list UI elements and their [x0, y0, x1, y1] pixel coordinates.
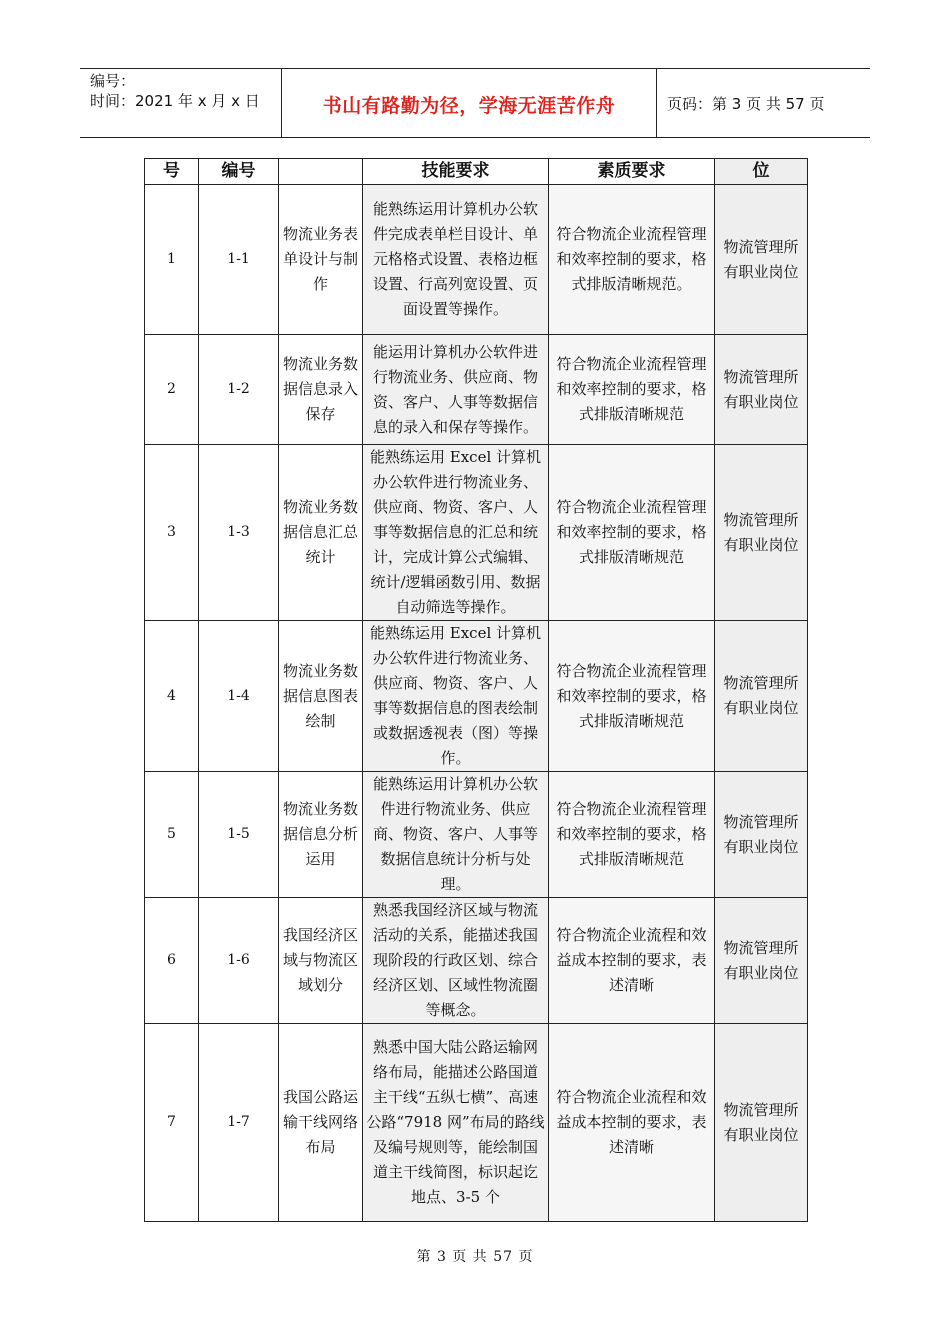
row-position: 物流管理所有职业岗位: [715, 772, 808, 898]
row-quality: 符合物流企业流程管理和效率控制的要求，格式排版清晰规范: [549, 445, 715, 621]
row-number: 4: [145, 621, 199, 772]
header-page-cell: [657, 69, 870, 137]
page-footer: 第 3 页 共 57 页: [416, 1249, 534, 1265]
header-meta-cell: [80, 69, 281, 137]
row-skill: 熟悉我国经济区域与物流活动的关系，能描述我国现阶段的行政区划、综合经济区划、区域性物流圈等概念。: [363, 898, 549, 1024]
column-header-no: 号: [145, 159, 199, 185]
table-row: [145, 185, 808, 335]
row-code: 1-4: [199, 621, 279, 772]
row-task: 物流业务数据信息图表绘制: [279, 621, 363, 772]
row-task: 物流业务表单设计与制作: [279, 185, 363, 335]
column-header-code: 编号: [199, 159, 279, 185]
row-quality: 符合物流企业流程管理和效率控制的要求，格式排版清晰规范: [549, 335, 715, 445]
row-quality: 符合物流企业流程管理和效率控制的要求，格式排版清晰规范: [549, 772, 715, 898]
row-skill: 能熟练运用计算机办公软件完成表单栏目设计、单元格格式设置、表格边框设置、行高列宽设置、页面设置等操作。: [363, 185, 549, 335]
row-position: 物流管理所有职业岗位: [715, 445, 808, 621]
row-quality: 符合物流企业流程管理和效率控制的要求，格式排版清晰规范: [549, 621, 715, 772]
document-number-label: 编号：: [90, 72, 136, 90]
row-skill: 能熟练运用计算机办公软件进行物流业务、供应商、物资、客户、人事等数据信息统计分析与处理。: [363, 772, 549, 898]
row-skill: 能熟练运用 Excel 计算机办公软件进行物流业务、供应商、物资、客户、人事等数据信息的汇总和统计，完成计算公式编辑、统计/逻辑函数引用、数据自动筛选等操作。: [363, 445, 549, 621]
column-header-quality: 素质要求: [549, 159, 715, 185]
row-position: 物流管理所有职业岗位: [715, 1024, 808, 1222]
row-skill: 熟悉中国大陆公路运输网络布局，能描述公路国道主干线“五纵七横”、高速公路“7918 网”布局的路线及编号规则等，能绘制国道主干线简图，标识起讫地点、3-5 个: [363, 1024, 549, 1222]
page-header: [80, 68, 870, 138]
document-date-label: 时间：2021 年 x 月 x 日: [90, 92, 260, 110]
row-task: 我国经济区域与物流区域划分: [279, 898, 363, 1024]
row-quality: 符合物流企业流程管理和效率控制的要求，格式排版清晰规范。: [549, 185, 715, 335]
row-number: 6: [145, 898, 199, 1024]
row-skill: 能熟练运用 Excel 计算机办公软件进行物流业务、供应商、物资、客户、人事等数据信息的图表绘制或数据透视表（图）等操作。: [363, 621, 549, 772]
table-row: [145, 772, 808, 898]
row-code: 1-5: [199, 772, 279, 898]
row-code: 1-2: [199, 335, 279, 445]
row-position: 物流管理所有职业岗位: [715, 335, 808, 445]
row-task: 我国公路运输干线网络布局: [279, 1024, 363, 1222]
table-header-row: [145, 159, 808, 185]
row-position: 物流管理所有职业岗位: [715, 898, 808, 1024]
table-row: [145, 445, 808, 621]
row-number: 3: [145, 445, 199, 621]
table-row: [145, 1024, 808, 1222]
row-number: 7: [145, 1024, 199, 1222]
table-row: [145, 621, 808, 772]
row-position: 物流管理所有职业岗位: [715, 185, 808, 335]
row-task: 物流业务数据信息汇总统计: [279, 445, 363, 621]
header-motto-cell: [281, 69, 657, 137]
column-header-task: [279, 159, 363, 185]
row-code: 1-1: [199, 185, 279, 335]
row-quality: 符合物流企业流程和效益成本控制的要求，表述清晰: [549, 898, 715, 1024]
row-task: 物流业务数据信息分析运用: [279, 772, 363, 898]
header-page-info: 页码：第 3 页 共 57 页: [667, 95, 825, 113]
skills-table: [144, 158, 808, 1222]
row-number: 2: [145, 335, 199, 445]
table-row: [145, 898, 808, 1024]
row-position: 物流管理所有职业岗位: [715, 621, 808, 772]
row-number: 5: [145, 772, 199, 898]
motto-text: 书山有路勤为径，学海无涯苦作舟: [322, 95, 616, 117]
row-quality: 符合物流企业流程和效益成本控制的要求，表述清晰: [549, 1024, 715, 1222]
table-row: [145, 335, 808, 445]
column-header-position: 位: [715, 159, 808, 185]
row-task: 物流业务数据信息录入保存: [279, 335, 363, 445]
row-code: 1-7: [199, 1024, 279, 1222]
row-code: 1-6: [199, 898, 279, 1024]
row-code: 1-3: [199, 445, 279, 621]
column-header-skill: 技能要求: [363, 159, 549, 185]
row-number: 1: [145, 185, 199, 335]
row-skill: 能运用计算机办公软件进行物流业务、供应商、物资、客户、人事等数据信息的录入和保存等操作。: [363, 335, 549, 445]
